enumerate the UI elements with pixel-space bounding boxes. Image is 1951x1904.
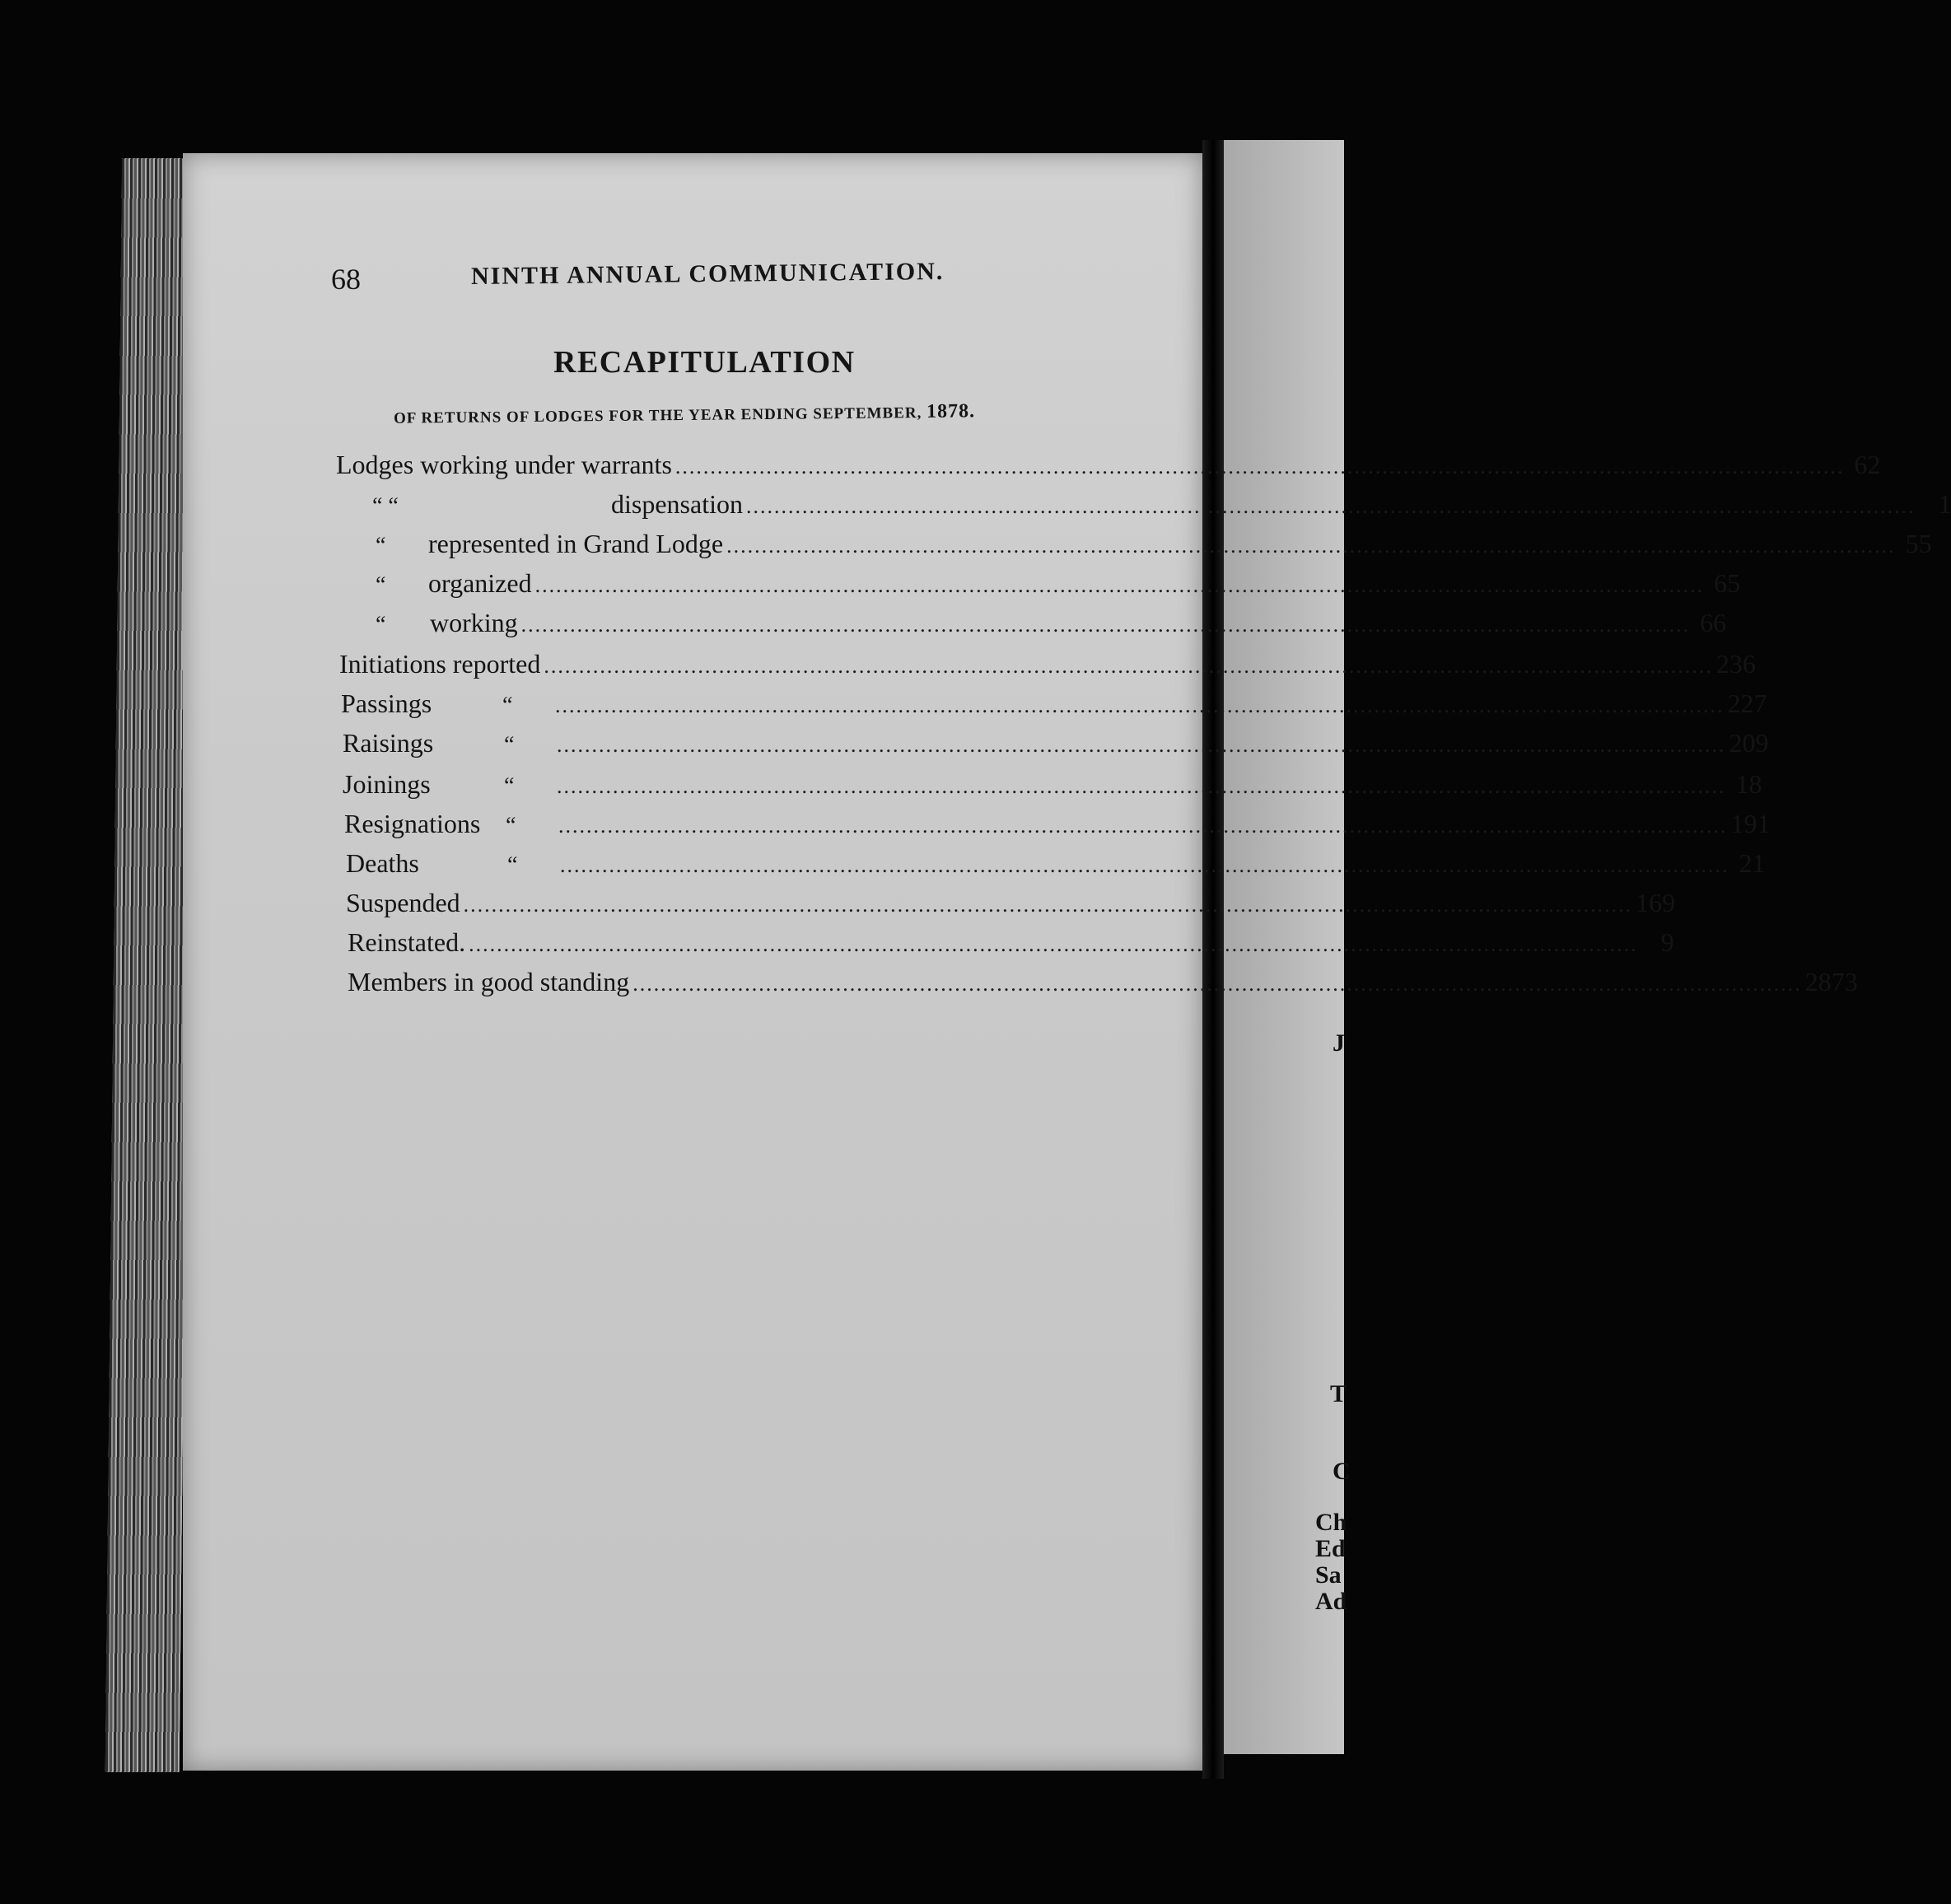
table-row: [346, 848, 1766, 881]
page-title: RECAPITULATION: [553, 345, 856, 380]
row-label-group: [343, 728, 553, 758]
row-value: 62: [1854, 450, 1881, 479]
row-value: 169: [1636, 888, 1676, 917]
row-label: Resignations: [344, 809, 481, 838]
row-label-group: [376, 608, 518, 638]
row-label-group: [344, 809, 555, 839]
row-value: 65: [1714, 568, 1741, 598]
subtitle-year: 1878.: [926, 400, 976, 422]
row-label-group: [376, 529, 723, 559]
row-label: Passings: [341, 688, 432, 718]
dot-leader: [560, 853, 1729, 878]
facing-page-fragment: J: [1333, 1029, 1345, 1057]
ditto-marks: “ “: [372, 493, 399, 519]
facing-page-fragment: Ch: [1315, 1509, 1347, 1536]
row-label: Raisings: [343, 728, 434, 758]
row-value: 191: [1730, 809, 1771, 838]
row-label: Joinings: [343, 769, 431, 799]
table-row: [376, 568, 1741, 601]
document-page: [183, 153, 1202, 1771]
facing-page-fragment: C: [1333, 1458, 1351, 1485]
dot-leader: [544, 654, 1713, 679]
row-value: 1: [1938, 489, 1951, 519]
dot-leader: [469, 932, 1638, 957]
table-row: [376, 529, 1932, 562]
row-value: 18: [1735, 769, 1762, 799]
facing-page-fragment: Sa: [1315, 1561, 1342, 1589]
running-head: NINTH ANNUAL COMMUNICATION.: [470, 257, 945, 291]
row-label: dispensation: [611, 489, 743, 519]
ditto-marks: “: [376, 533, 386, 558]
table-row: [336, 450, 1881, 483]
table-row: [343, 728, 1769, 761]
dot-leader: [558, 814, 1728, 838]
table-row: [346, 888, 1676, 921]
row-value: 2873: [1804, 967, 1858, 996]
ditto-marks: “: [504, 732, 515, 758]
row-label: Suspended: [346, 888, 460, 917]
row-label: Initiations reported: [339, 649, 541, 679]
ditto-marks: “: [507, 852, 518, 878]
table-row: [372, 489, 1951, 522]
dot-leader: [726, 534, 1896, 558]
book-gutter: [1202, 140, 1224, 1779]
dot-leader: [557, 774, 1726, 799]
row-label: Deaths: [346, 848, 419, 878]
ditto-marks: “: [376, 612, 386, 637]
table-row: [343, 769, 1762, 802]
row-label-group: [343, 769, 553, 800]
row-label-group: [376, 568, 532, 599]
ditto-marks: “: [506, 813, 516, 838]
row-label: Members in good standing: [348, 967, 630, 996]
table-row: [344, 809, 1771, 842]
row-label: organized: [428, 568, 532, 598]
row-label: Reinstated.: [348, 927, 466, 957]
ditto-marks: “: [504, 773, 515, 799]
row-value: 227: [1727, 688, 1767, 718]
facing-page-fragment: T: [1330, 1380, 1347, 1407]
row-value: 55: [1905, 529, 1932, 558]
dot-leader: [675, 455, 1845, 479]
table-row: [376, 608, 1727, 641]
row-value: 209: [1729, 728, 1769, 758]
dot-leader: [557, 733, 1726, 758]
row-value: 66: [1700, 608, 1727, 637]
row-label-group: [346, 848, 557, 879]
row-value: 21: [1739, 848, 1766, 878]
row-label: represented in Grand Lodge: [428, 529, 724, 558]
row-label-group: [372, 489, 743, 520]
row-label: working: [430, 608, 518, 637]
row-value: 236: [1715, 649, 1756, 679]
table-row: [339, 649, 1756, 682]
dot-leader: [464, 893, 1633, 917]
dot-leader: [632, 972, 1802, 996]
facing-page-fragment: Ad: [1315, 1588, 1347, 1615]
ditto-marks: “: [376, 572, 386, 598]
table-row: [348, 967, 1858, 1000]
page-number: 68: [331, 263, 361, 296]
dot-leader: [535, 573, 1705, 598]
ditto-marks: “: [502, 693, 513, 718]
row-label: Lodges working under warrants: [336, 450, 672, 479]
facing-page-fragment: Ed: [1315, 1535, 1346, 1562]
dot-leader: [521, 613, 1691, 637]
row-value: 9: [1660, 927, 1674, 957]
subtitle-text: OF RETURNS OF LODGES FOR THE YEAR ENDING SEPTEMBER,: [393, 404, 922, 427]
table-row: [348, 927, 1674, 960]
dot-leader: [746, 494, 1916, 519]
dot-leader: [555, 693, 1725, 718]
row-label-group: [341, 688, 552, 719]
table-row: [341, 688, 1767, 721]
